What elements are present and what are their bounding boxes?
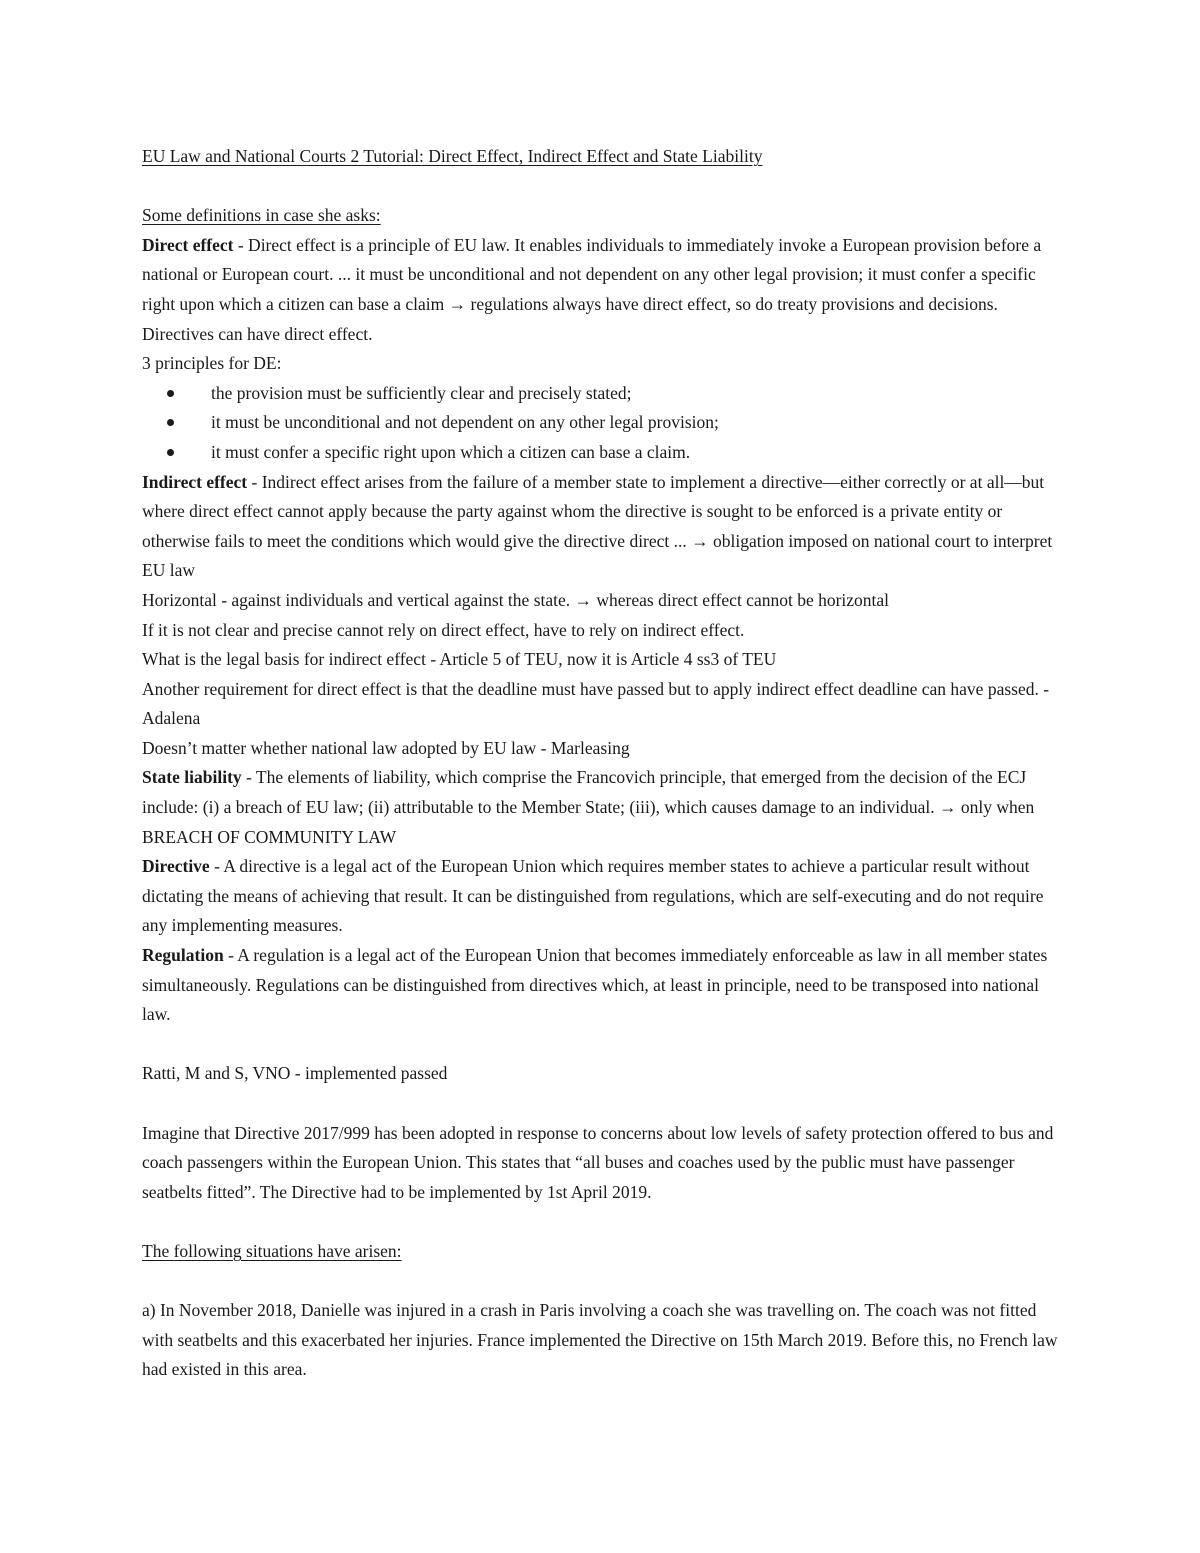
list-item (167, 438, 1062, 468)
bullet-icon (167, 419, 174, 426)
note-line: Another requirement for direct effect is that the deadline must have passed but to apply indirect effect deadline can have passed. - Adalena (142, 678, 1050, 729)
definition-direct-effect (142, 231, 1062, 349)
spacer (142, 1089, 1062, 1119)
definition-directive (142, 852, 1062, 941)
list-item-text: the provision must be sufficiently clear and precisely stated; (211, 382, 632, 403)
definition-state-liability-text: - The elements of liability, which comprise the Francovich principle, that emerged from the decision of the ECJ include: (i) a breach of EU law; (ii) attributable to the Member State; (iii), which causes damage to an individual. → only when BREACH OF COMMUNITY LAW (142, 767, 1035, 847)
scenario-paragraph: Imagine that Directive 2017/999 has been adopted in response to concerns about low levels of safety protection offered to bus and coach passengers within the European Union. This states that “all buses and coaches used by the public must have passenger seatbelts fitted”. The Directive had to be implemented by 1st April 2019. (142, 1122, 1054, 1202)
list-item (167, 408, 1062, 438)
list-item-text: it must be unconditional and not dependent on any other legal provision; (211, 412, 719, 433)
term-indirect-effect: Indirect effect (142, 471, 248, 492)
situation-a-paragraph: a) In November 2018, Danielle was injured in a crash in Paris involving a coach she was travelling on. The coach was not fitted with seatbelts and this exacerbated her injuries. France implemented the Directive on 15th March 2019. Before this, no French law had existed in this area. (142, 1300, 1058, 1380)
definition-state-liability (142, 763, 1062, 852)
definition-indirect-effect-text: - Indirect effect arises from the failure of a member state to implement a directive—either correctly or at all—but where direct effect cannot apply because the party against whom the directive is sought to be enforced is a private entity or otherwise fails to meet the conditions which would give the directive direct ... → obligation imposed on national court to interpret EU law (142, 471, 1053, 581)
document-page (142, 142, 1062, 1385)
principles-heading: 3 principles for DE: (142, 353, 282, 374)
spacer (142, 1207, 1062, 1237)
list-item-text: it must confer a specific right upon which a citizen can base a claim. (211, 441, 691, 462)
term-state-liability: State liability (142, 767, 242, 788)
list-item (167, 379, 1062, 409)
definition-direct-effect-text: - Direct effect is a principle of EU law. It enables individuals to immediately invoke a European provision before a national or European court. ... it must be unconditional and not dependent on any other legal provision; it must confer a specific right upon which a citizen can base a claim → regulations always have direct effect, so do treaty provisions and decisions. Directives can have direct effect. (142, 234, 1042, 344)
term-regulation: Regulation (142, 945, 224, 966)
spacer (142, 1030, 1062, 1060)
bullet-icon (167, 390, 174, 397)
definition-regulation (142, 941, 1062, 1030)
term-direct-effect: Direct effect (142, 234, 234, 255)
note-line: Doesn’t matter whether national law adopted by EU law - Marleasing (142, 737, 630, 758)
note-line: Horizontal - against individuals and vertical against the state. → whereas direct effect cannot be horizontal (142, 589, 890, 610)
definition-regulation-text: - A regulation is a legal act of the European Union that becomes immediately enforceable as law in all member states simultaneously. Regulations can be distinguished from directives which, at least in principle, need to be transposed into national law. (142, 945, 1048, 1025)
cases-line: Ratti, M and S, VNO - implemented passed (142, 1063, 448, 1084)
definition-indirect-effect (142, 468, 1062, 586)
bullet-icon (167, 449, 174, 456)
principles-list (142, 379, 1062, 468)
spacer (142, 1267, 1062, 1297)
definition-directive-text: - A directive is a legal act of the European Union which requires member states to achieve a particular result without dictating the means of achieving that result. It can be distinguished from regulations, which are self-executing and do not require any implementing measures. (142, 856, 1044, 936)
spacer (142, 172, 1062, 202)
note-line: If it is not clear and precise cannot rely on direct effect, have to rely on indirect effect. (142, 619, 745, 640)
note-line: What is the legal basis for indirect effect - Article 5 of TEU, now it is Article 4 ss3 of TEU (142, 649, 777, 670)
definitions-heading: Some definitions in case she asks: (142, 205, 381, 226)
situations-heading: The following situations have arisen: (142, 1240, 402, 1261)
document-title: EU Law and National Courts 2 Tutorial: Direct Effect, Indirect Effect and State Liability (142, 146, 763, 166)
term-directive: Directive (142, 856, 210, 877)
